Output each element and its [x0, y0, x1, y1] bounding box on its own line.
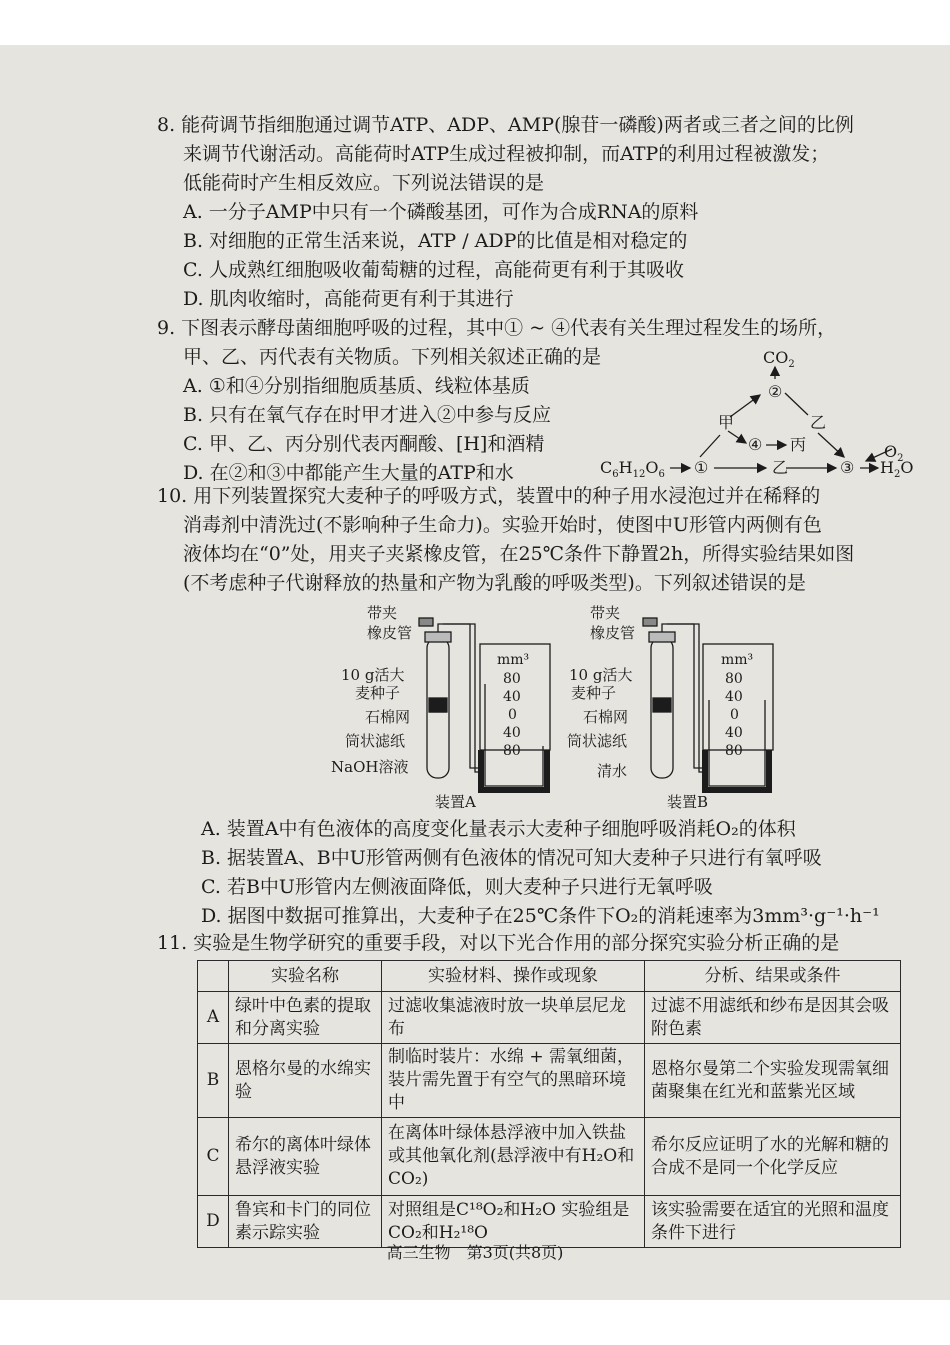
respiration-pathway-diagram	[600, 345, 920, 485]
table-header-row	[198, 961, 901, 992]
q8-stem-line: 8. 能荷调节指细胞通过调节ATP、ADP、AMP(腺苷一磷酸)两者或三者之间的比例	[157, 114, 854, 136]
q10-stem-line: 消毒剂中清洗过(不影响种子生命力)。实验开始时，使图中U形管内两侧有色	[183, 514, 822, 536]
substance-bing: 丙	[790, 435, 807, 454]
respiration-apparatus-diagram	[325, 600, 805, 815]
site-1: ①	[694, 458, 709, 477]
apparatus-b-label: 装置B	[667, 793, 709, 811]
q10-stem-line: 液体均在“0”处，用夹子夹紧橡皮管，在25℃条件下静置2h，所得实验结果如图	[183, 543, 855, 565]
naoh-label: NaOH溶液	[331, 758, 409, 776]
q8-stem-line: 低能荷时产生相反效应。下列说法错误的是	[183, 172, 545, 194]
apparatus-a-label: 装置A	[435, 793, 476, 811]
row-material: 对照组是C¹⁸O₂和H₂O 实验组是CO₂和H₂¹⁸O	[382, 1196, 645, 1248]
tube-label-b: 橡皮管	[590, 624, 636, 642]
h2o-label: $H_2O$	[880, 458, 914, 480]
substance-yi-top: 乙	[810, 413, 827, 432]
scale-b-40-bottom: 40	[725, 725, 743, 741]
o2-label: $O_2$	[884, 442, 904, 464]
q9-option-c: C. 甲、乙、丙分别代表丙酮酸、[H]和酒精	[183, 433, 545, 455]
q9-stem-line: 甲、乙、丙代表有关物质。下列相关叙述正确的是	[183, 346, 602, 368]
q9-option-a: A. ①和④分别指细胞质基质、线粒体基质	[183, 375, 530, 397]
table-row	[198, 1044, 901, 1118]
substance-yi-bottom: 乙	[772, 458, 789, 477]
site-3: ③	[840, 458, 855, 477]
experiment-table	[197, 960, 901, 1248]
row-analysis: 希尔反应证明了水的光解和糖的合成不是同一个化学反应	[645, 1118, 901, 1196]
row-analysis: 恩格尔曼第二个实验发现需氧细菌聚集在红光和蓝紫光区域	[645, 1044, 901, 1118]
apparatus-b	[643, 618, 773, 790]
tube-label-a: 橡皮管	[367, 624, 413, 642]
q8-stem-line: 来调节代谢活动。高能荷时ATP生成过程被抑制，而ATP的利用过程被激发；	[183, 143, 830, 165]
mesh-label-b: 石棉网	[583, 708, 629, 726]
co2-label: $CO_2$	[763, 348, 795, 370]
row-material: 制临时装片：水绵 + 需氧细菌，装片需先置于有空气的黑暗环境中	[382, 1044, 645, 1118]
seed-label-b-2: 麦种子	[571, 684, 617, 702]
scale-b-40-top: 40	[725, 689, 743, 705]
row-label: D	[198, 1196, 229, 1248]
q10-stem-line: (不考虑种子代谢释放的热量和产物为乳酸的呼吸类型)。下列叙述错误的是	[183, 572, 806, 594]
scale-b-0: 0	[730, 707, 739, 723]
row-label: B	[198, 1044, 229, 1118]
row-material: 在离体叶绿体悬浮液中加入铁盐或其他氧化剂(悬浮液中有H₂O和CO₂)	[382, 1118, 645, 1196]
paper-label-a: 筒状滤纸	[345, 732, 406, 750]
scale-a-40-top: 40	[503, 689, 521, 705]
table-corner	[198, 961, 229, 992]
q9-option-b: B. 只有在氧气存在时甲才进入②中参与反应	[183, 404, 552, 426]
header-analysis: 分析、结果或条件	[645, 961, 901, 992]
scale-a-40-bottom: 40	[503, 725, 521, 741]
question-10-options	[157, 815, 880, 931]
clip-label-b: 带夹	[590, 604, 621, 622]
row-material: 过滤收集滤液时放一块单层尼龙布	[382, 992, 645, 1044]
header-experiment-name: 实验名称	[229, 961, 382, 992]
mesh-label-a: 石棉网	[365, 708, 411, 726]
row-label: C	[198, 1118, 229, 1196]
question-10	[157, 482, 854, 598]
scale-a-80-bottom: 80	[503, 743, 521, 759]
row-label: A	[198, 992, 229, 1044]
scale-a-0: 0	[508, 707, 517, 723]
q10-option-b: B. 据装置A、B中U形管两侧有色液体的情况可知大麦种子只进行有氧呼吸	[201, 847, 822, 869]
seed-label-a-2: 麦种子	[355, 684, 401, 702]
paper-label-b: 筒状滤纸	[567, 732, 628, 750]
substance-jia: 甲	[718, 413, 735, 432]
unit-label-a: mm³	[497, 652, 530, 668]
question-8	[157, 111, 854, 314]
question-11	[157, 929, 839, 958]
row-experiment-name: 绿叶中色素的提取和分离实验	[229, 992, 382, 1044]
q9-option-d: D. 在②和③中都能产生大量的ATP和水	[183, 462, 514, 484]
water-label: 清水	[597, 762, 628, 780]
site-2: ②	[768, 382, 783, 401]
scale-a-80-top: 80	[503, 671, 521, 687]
unit-label-b: mm³	[721, 652, 754, 668]
q8-option-d: D. 肌肉收缩时，高能荷更有利于其进行	[183, 288, 514, 310]
scale-b-80-top: 80	[725, 671, 743, 687]
table-row	[198, 1118, 901, 1196]
clip-label-a: 带夹	[367, 604, 398, 622]
row-analysis: 该实验需要在适宜的光照和温度条件下进行	[645, 1196, 901, 1248]
q10-option-d: D. 据图中数据可推算出，大麦种子在25℃条件下O₂的消耗速率为3mm³·g⁻¹·h⁻¹	[201, 905, 880, 927]
q8-option-c: C. 人成熟红细胞吸收葡萄糖的过程，高能荷更有利于其吸收	[183, 259, 684, 281]
row-analysis: 过滤不用滤纸和纱布是因其会吸附色素	[645, 992, 901, 1044]
q10-option-a: A. 装置A中有色液体的高度变化量表示大麦种子细胞呼吸消耗O₂的体积	[201, 818, 796, 840]
q8-option-b: B. 对细胞的正常生活来说，ATP / ADP的比值是相对稳定的	[183, 230, 688, 252]
q9-stem-line: 9. 下图表示酵母菌细胞呼吸的过程，其中① ~ ④代表有关生理过程发生的场所，	[157, 317, 837, 339]
row-experiment-name: 希尔的离体叶绿体悬浮液实验	[229, 1118, 382, 1196]
seed-label-a: 10 g活大	[341, 666, 405, 684]
seed-label-b: 10 g活大	[569, 666, 633, 684]
apparatus-a	[419, 618, 550, 790]
row-experiment-name: 鲁宾和卡门的同位素示踪实验	[229, 1196, 382, 1248]
q8-option-a: A. 一分子AMP中只有一个磷酸基团，可作为合成RNA的原料	[183, 201, 699, 223]
site-4: ④	[748, 435, 763, 454]
glucose-formula: $C_6H_{12}O_6$	[600, 458, 665, 480]
q10-stem-line: 10. 用下列装置探究大麦种子的呼吸方式，装置中的种子用水浸泡过并在稀释的	[157, 485, 821, 507]
page-footer: 高三生物 第3页(共8页)	[386, 1243, 564, 1262]
row-experiment-name: 恩格尔曼的水绵实验	[229, 1044, 382, 1118]
q10-option-c: C. 若B中U形管内左侧液面降低，则大麦种子只进行无氧呼吸	[201, 876, 713, 898]
header-material: 实验材料、操作或现象	[382, 961, 645, 992]
q11-stem: 11. 实验是生物学研究的重要手段，对以下光合作用的部分探究实验分析正确的是	[157, 932, 840, 954]
scale-b-80-bottom: 80	[725, 743, 743, 759]
table-row	[198, 992, 901, 1044]
